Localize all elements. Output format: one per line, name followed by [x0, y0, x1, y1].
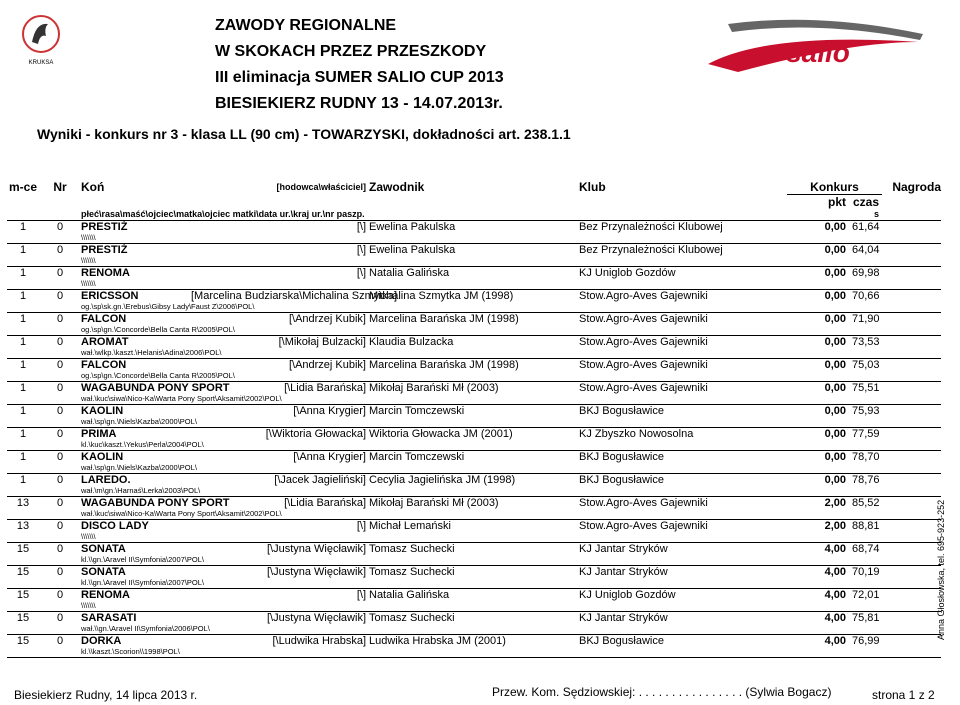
- row-rider: Marcelina Barańska JM (1998): [369, 313, 579, 336]
- table-row: [7, 336, 941, 359]
- row-horse-cell: [81, 635, 191, 658]
- row-horse-cell: [81, 497, 282, 520]
- horse-pedigree: og.\sp\sk.gn.\Erebus\Gibsy Lady\Faust Z\2006\POL\: [81, 302, 255, 311]
- row-horse-cell: [81, 221, 191, 244]
- horse-pedigree: kl.\\gn.\Aravel II\Symfonia\2007\POL\: [81, 555, 204, 564]
- table-row: [7, 244, 941, 267]
- col-zawodnik: Zawodnik: [369, 180, 425, 194]
- row-czas: 73,53: [852, 336, 882, 359]
- row-club: KJ Uniglob Gozdów: [579, 589, 787, 612]
- row-czas: 64,04: [852, 244, 882, 267]
- row-czas: 61,64: [852, 221, 882, 244]
- horse-name: FALCON: [81, 313, 127, 325]
- row-czas: 85,52: [852, 497, 882, 520]
- row-horse-cell: [81, 543, 204, 566]
- row-nr: 0: [39, 428, 81, 451]
- row-rider: Marcelina Barańska JM (1998): [369, 359, 579, 382]
- row-place: 1: [7, 267, 39, 290]
- horse-name: WAGABUNDA PONY SPORT: [81, 497, 230, 509]
- row-pkt: 4,00: [787, 612, 852, 635]
- row-owner: [\]: [191, 589, 369, 612]
- row-czas: 75,81: [852, 612, 882, 635]
- row-czas: 70,19: [852, 566, 882, 589]
- table-row: [7, 589, 941, 612]
- horse-name: RENOMA: [81, 267, 130, 279]
- horse-pedigree: og.\sp\gn.\Concorde\Bella Canta R\2005\POL\: [81, 371, 235, 380]
- footer-place-date: Biesiekierz Rudny, 14 lipca 2013 r.: [14, 688, 198, 702]
- row-horse-cell: [81, 612, 210, 635]
- row-nagroda: [882, 474, 941, 497]
- horse-name: SONATA: [81, 566, 126, 578]
- row-rider: Marcin Tomczewski: [369, 405, 579, 428]
- table-header-row-2: [7, 195, 941, 210]
- horse-name: LAREDO.: [81, 474, 131, 486]
- row-czas: 78,76: [852, 474, 882, 497]
- row-place: 1: [7, 221, 39, 244]
- row-rider: Tomasz Suchecki: [369, 543, 579, 566]
- unit-s: s: [852, 209, 882, 221]
- row-club: BKJ Bogusławice: [579, 635, 787, 658]
- row-owner: [\Anna Krygier]: [191, 405, 369, 428]
- row-place: 1: [7, 474, 39, 497]
- horse-pedigree: \\\\\\\: [81, 532, 96, 541]
- row-place: 1: [7, 244, 39, 267]
- row-owner: [\]: [191, 520, 369, 543]
- row-rider: Tomasz Suchecki: [369, 566, 579, 589]
- horse-name: PRESTIŻ: [81, 221, 128, 233]
- horse-name: KAOLIN: [81, 451, 124, 463]
- row-club: BKJ Bogusławice: [579, 474, 787, 497]
- horse-pedigree: wał.\m\gn.\Harnaś\Lerka\2003\POL\: [81, 486, 201, 495]
- row-czas: 75,93: [852, 405, 882, 428]
- header-line-2: W SKOKACH PRZEZ PRZESZKODY: [215, 43, 487, 60]
- row-nr: 0: [39, 336, 81, 359]
- row-rider: Michalina Szmytka JM (1998): [369, 290, 579, 313]
- horse-pedigree: og.\sp\gn.\Concorde\Bella Canta R\2005\POL\: [81, 325, 235, 334]
- table-row: [7, 359, 941, 382]
- row-place: 15: [7, 566, 39, 589]
- row-nagroda: [882, 589, 941, 612]
- table-row: [7, 267, 941, 290]
- row-czas: 75,03: [852, 359, 882, 382]
- row-nr: 0: [39, 359, 81, 382]
- row-place: 15: [7, 589, 39, 612]
- pedigree-legend: płeć\rasa\maść\ojciec\matka\ojciec matki\data ur.\kraj ur.\nr paszp.: [81, 209, 579, 221]
- row-pkt: 0,00: [787, 244, 852, 267]
- row-owner: [\Mikołaj Bulzacki]: [191, 336, 369, 359]
- row-nagroda: [882, 612, 941, 635]
- row-rider: Wiktoria Głowacka JM (2001): [369, 428, 579, 451]
- row-owner: [Marcelina Budziarska\Michalina Szmytka]: [191, 290, 369, 313]
- row-rider: Ewelina Pakulska: [369, 244, 579, 267]
- row-owner: [\]: [191, 244, 369, 267]
- row-pkt: 0,00: [787, 221, 852, 244]
- table-row: [7, 635, 941, 658]
- table-row: [7, 405, 941, 428]
- horse-name: WAGABUNDA PONY SPORT: [81, 382, 230, 394]
- header-line-1: ZAWODY REGIONALNE: [215, 17, 397, 34]
- col-nagroda: Nagroda: [892, 180, 941, 194]
- col-czas: czas: [852, 195, 879, 209]
- row-nr: 0: [39, 497, 81, 520]
- row-horse-cell: [81, 313, 235, 336]
- row-horse-cell: [81, 405, 197, 428]
- row-club: Stow.Agro-Aves Gajewniki: [579, 382, 787, 405]
- col-konkurs: [787, 180, 882, 195]
- row-nagroda: [882, 497, 941, 520]
- row-owner: [\Lidia Barańska]: [191, 382, 369, 405]
- row-nr: 0: [39, 382, 81, 405]
- row-nr: 0: [39, 612, 81, 635]
- row-owner: [\Andrzej Kubik]: [191, 359, 369, 382]
- horse-name: SONATA: [81, 543, 126, 555]
- row-club: Bez Przynależności Klubowej: [579, 221, 787, 244]
- col-klub: Klub: [579, 180, 606, 194]
- row-horse-cell: [81, 589, 191, 612]
- horse-pedigree: kl.\\gn.\Aravel II\Symfonia\2007\POL\: [81, 578, 204, 587]
- row-horse-cell: [81, 428, 204, 451]
- horse-pedigree: \\\\\\\: [81, 279, 96, 288]
- row-pkt: 2,00: [787, 497, 852, 520]
- table-row: [7, 290, 941, 313]
- row-horse-cell: [81, 566, 204, 589]
- row-nr: 0: [39, 221, 81, 244]
- row-czas: 71,90: [852, 313, 882, 336]
- horse-name: DISCO LADY: [81, 520, 149, 532]
- table-row: [7, 221, 941, 244]
- row-rider: Marcin Tomczewski: [369, 451, 579, 474]
- col-pkt: pkt: [828, 195, 846, 209]
- row-club: Stow.Agro-Aves Gajewniki: [579, 313, 787, 336]
- horse-pedigree: wał.\\gn.\Aravel II\Symfonia\2006\POL\: [81, 624, 210, 633]
- row-nagroda: [882, 313, 941, 336]
- table-header-row: [7, 180, 941, 195]
- table-row: [7, 543, 941, 566]
- horse-name: FALCON: [81, 359, 127, 371]
- row-nagroda: [882, 336, 941, 359]
- table-subheader-row: [7, 209, 941, 221]
- row-club: KJ Zbyszko Nowosolna: [579, 428, 787, 451]
- row-horse-cell: [81, 336, 222, 359]
- row-nagroda: [882, 451, 941, 474]
- row-owner: [\Anna Krygier]: [191, 451, 369, 474]
- row-rider: Natalia Galińska: [369, 589, 579, 612]
- table-row: [7, 451, 941, 474]
- row-nagroda: [882, 359, 941, 382]
- row-place: 15: [7, 612, 39, 635]
- row-place: 1: [7, 405, 39, 428]
- row-club: Stow.Agro-Aves Gajewniki: [579, 520, 787, 543]
- results-body: [7, 221, 941, 658]
- row-nagroda: [882, 566, 941, 589]
- row-rider: Mikołaj Barański Mł (2003): [369, 382, 579, 405]
- horse-name: AROMAT: [81, 336, 129, 348]
- row-owner: [\Ludwika Hrabska]: [191, 635, 369, 658]
- row-club: BKJ Bogusławice: [579, 451, 787, 474]
- row-pkt: 0,00: [787, 405, 852, 428]
- row-horse-cell: [81, 520, 191, 543]
- row-club: KJ Jantar Stryków: [579, 566, 787, 589]
- row-nr: 0: [39, 451, 81, 474]
- table-row: [7, 382, 941, 405]
- horse-pedigree: kl.\\kaszt.\Scorion\\1998\POL\: [81, 647, 180, 656]
- konkurs-label: Konkurs: [810, 180, 859, 194]
- row-czas: 76,99: [852, 635, 882, 658]
- horse-pedigree: \\\\\\\: [81, 601, 96, 610]
- row-place: 15: [7, 635, 39, 658]
- row-nr: 0: [39, 405, 81, 428]
- table-row: [7, 313, 941, 336]
- row-place: 1: [7, 451, 39, 474]
- row-place: 1: [7, 382, 39, 405]
- row-pkt: 0,00: [787, 290, 852, 313]
- horse-pedigree: \\\\\\\: [81, 233, 96, 242]
- horse-pedigree: wał.\sp\gn.\Niels\Kazba\2000\POL\: [81, 463, 197, 472]
- row-nagroda: [882, 428, 941, 451]
- table-row: [7, 497, 941, 520]
- row-place: 1: [7, 313, 39, 336]
- svg-text:salio: salio: [786, 37, 850, 68]
- row-nr: 0: [39, 267, 81, 290]
- row-horse-cell: [81, 359, 235, 382]
- row-owner: [\Justyna Więcławik]: [191, 566, 369, 589]
- row-rider: Natalia Galińska: [369, 267, 579, 290]
- row-pkt: 4,00: [787, 589, 852, 612]
- horse-name: RENOMA: [81, 589, 130, 601]
- row-owner: [\]: [191, 267, 369, 290]
- row-czas: 78,70: [852, 451, 882, 474]
- row-pkt: 0,00: [787, 359, 852, 382]
- row-nagroda: [882, 543, 941, 566]
- row-place: 1: [7, 428, 39, 451]
- row-czas: 88,81: [852, 520, 882, 543]
- table-row: [7, 428, 941, 451]
- table-row: [7, 566, 941, 589]
- row-nagroda: [882, 244, 941, 267]
- row-pkt: 4,00: [787, 543, 852, 566]
- row-nagroda: [882, 635, 941, 658]
- horse-pedigree: wał.\kuc\siwa\Nico-Ka\Warta Pony Sport\Aksamit\2002\POL\: [81, 509, 282, 518]
- svg-text:KRUKSA: KRUKSA: [28, 60, 54, 66]
- row-czas: 72,01: [852, 589, 882, 612]
- row-rider: Klaudia Bulzacka: [369, 336, 579, 359]
- row-horse-cell: [81, 474, 201, 497]
- row-czas: 75,51: [852, 382, 882, 405]
- row-club: KJ Jantar Stryków: [579, 612, 787, 635]
- row-owner: [\Wiktoria Głowacka]: [191, 428, 369, 451]
- col-owner: [hodowca\właściciel]: [276, 182, 366, 192]
- row-horse-cell: [81, 451, 197, 474]
- row-owner: [\Justyna Więcławik]: [191, 612, 369, 635]
- row-rider: Tomasz Suchecki: [369, 612, 579, 635]
- row-nagroda: [882, 221, 941, 244]
- row-nr: 0: [39, 474, 81, 497]
- row-nr: 0: [39, 543, 81, 566]
- row-pkt: 0,00: [787, 313, 852, 336]
- row-czas: 70,66: [852, 290, 882, 313]
- event-logo-left: [20, 12, 62, 70]
- competition-subtitle: Wyniki - konkurs nr 3 - klasa LL (90 cm) - TOWARZYSKI, dokładności art. 238.1.1: [37, 126, 571, 142]
- row-rider: Cecylia Jagielińska JM (1998): [369, 474, 579, 497]
- row-place: 1: [7, 290, 39, 313]
- row-club: Stow.Agro-Aves Gajewniki: [579, 336, 787, 359]
- horse-name: DORKA: [81, 635, 122, 647]
- row-nagroda: [882, 267, 941, 290]
- horse-name: SARASATI: [81, 612, 137, 624]
- row-czas: 77,59: [852, 428, 882, 451]
- col-nr: Nr: [53, 180, 67, 194]
- row-club: Stow.Agro-Aves Gajewniki: [579, 497, 787, 520]
- row-place: 13: [7, 497, 39, 520]
- row-place: 13: [7, 520, 39, 543]
- row-pkt: 4,00: [787, 566, 852, 589]
- row-nagroda: [882, 520, 941, 543]
- row-nr: 0: [39, 313, 81, 336]
- horse-pedigree: wał.\kuc\siwa\Nico-Ka\Warta Pony Sport\Aksamit\2002\POL\: [81, 394, 282, 403]
- row-pkt: 0,00: [787, 474, 852, 497]
- row-owner: [\Lidia Barańska]: [191, 497, 369, 520]
- table-row: [7, 474, 941, 497]
- row-horse-cell: [81, 290, 255, 313]
- row-club: Stow.Agro-Aves Gajewniki: [579, 359, 787, 382]
- horse-name: PRESTIŻ: [81, 244, 128, 256]
- row-rider: Ludwika Hrabska JM (2001): [369, 635, 579, 658]
- row-pkt: 0,00: [787, 451, 852, 474]
- row-nagroda: [882, 405, 941, 428]
- row-pkt: 0,00: [787, 267, 852, 290]
- row-nr: 0: [39, 566, 81, 589]
- row-czas: 69,98: [852, 267, 882, 290]
- row-owner: [\Justyna Więcławik]: [191, 543, 369, 566]
- row-nr: 0: [39, 635, 81, 658]
- row-owner: [\Jacek Jagieliński]: [191, 474, 369, 497]
- horse-pedigree: wał.\wlkp.\kaszt.\Helanis\Adina\2006\POL\: [81, 348, 222, 357]
- row-club: BKJ Bogusławice: [579, 405, 787, 428]
- horse-pedigree: kl.\kuc\kaszt.\Yekus\Perla\2004\POL\: [81, 440, 204, 449]
- row-nr: 0: [39, 589, 81, 612]
- table-row: [7, 520, 941, 543]
- row-club: KJ Jantar Stryków: [579, 543, 787, 566]
- footer-page-number: strona 1 z 2: [872, 688, 935, 702]
- row-club: Bez Przynależności Klubowej: [579, 244, 787, 267]
- header-line-4: BIESIEKIERZ RUDNY 13 - 14.07.2013r.: [215, 95, 503, 112]
- row-place: 1: [7, 336, 39, 359]
- row-nagroda: [882, 290, 941, 313]
- row-nr: 0: [39, 290, 81, 313]
- row-nagroda: [882, 382, 941, 405]
- side-note: Anna Głosłowska, tel. 695-923-252: [936, 499, 946, 640]
- row-place: 15: [7, 543, 39, 566]
- header-line-3: III eliminacja SUMER SALIO CUP 2013: [215, 69, 504, 86]
- row-pkt: 0,00: [787, 428, 852, 451]
- horse-name: PRIMA: [81, 428, 117, 440]
- row-horse-cell: [81, 267, 191, 290]
- row-pkt: 2,00: [787, 520, 852, 543]
- row-owner: [\]: [191, 221, 369, 244]
- row-place: 1: [7, 359, 39, 382]
- col-kon: Koń: [81, 180, 105, 194]
- row-club: KJ Uniglob Gozdów: [579, 267, 787, 290]
- horse-name: ERICSSON: [81, 290, 139, 302]
- footer-judge: Przew. Kom. Sędziowskiej: . . . . . . . . . . . . . . . . (Sylwia Bogacz): [492, 685, 832, 699]
- row-nr: 0: [39, 244, 81, 267]
- horse-pedigree: wał.\sp\gn.\Niels\Kazba\2000\POL\: [81, 417, 197, 426]
- row-horse-cell: [81, 244, 191, 267]
- row-owner: [\Andrzej Kubik]: [191, 313, 369, 336]
- row-rider: Ewelina Pakulska: [369, 221, 579, 244]
- results-table: [7, 180, 941, 658]
- salio-logo: [698, 12, 930, 82]
- row-rider: Michał Lemański: [369, 520, 579, 543]
- row-rider: Mikołaj Barański Mł (2003): [369, 497, 579, 520]
- row-czas: 68,74: [852, 543, 882, 566]
- horse-name: KAOLIN: [81, 405, 124, 417]
- row-pkt: 0,00: [787, 382, 852, 405]
- table-row: [7, 612, 941, 635]
- row-club: Stow.Agro-Aves Gajewniki: [579, 290, 787, 313]
- row-pkt: 4,00: [787, 635, 852, 658]
- col-mce: m-ce: [8, 180, 37, 194]
- row-pkt: 0,00: [787, 336, 852, 359]
- row-nr: 0: [39, 520, 81, 543]
- row-horse-cell: [81, 382, 282, 405]
- horse-pedigree: \\\\\\\: [81, 256, 96, 265]
